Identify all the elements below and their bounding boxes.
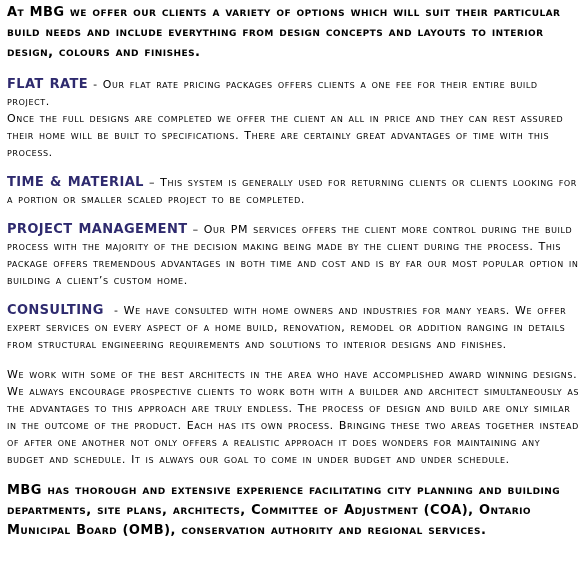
closing-paragraph: MBG has thorough and extensive experience facilitating city planning and building departments, site plans, architects, Committee of Adjustment (COA), Ontario Municipal Board (OMB), conservation authority and regional services. (7, 483, 561, 538)
section-flat-rate (7, 76, 581, 161)
section-time-material (7, 174, 581, 208)
section-extra-text: Once the full designs are completed we offer the client an all in price and they can rest assured their home will be built to specifications. There are certainly great advantages of time with this process. (7, 112, 564, 159)
section-heading: CONSULTING (7, 303, 104, 318)
intro-paragraph: At MBG we offer our clients a variety of options which will suit their particular build needs and include everything from design concepts and layouts to interior design, colours and finishes. (7, 5, 561, 60)
architects-paragraph: We work with some of the best architects in the area who have accomplished award winning designs. We always encourage prospective clients to work both with a builder and architect simultaneously as the advantages to this approach are truly endless. The process of design and build are only similar in the outcome of the product. Each has its own process. Bringing these two areas together instead of after one another not only offers a realistic approach it does wonders for maintaining any budget and schedule. It is always our goal to come in under budget and under schedule. (7, 368, 580, 466)
section-consulting (7, 302, 581, 353)
section-separator: – (143, 176, 161, 189)
section-text: Our flat rate pricing packages offers clients a one fee for their entire build project. (7, 78, 538, 108)
section-body (7, 302, 581, 353)
section-separator: - (103, 304, 124, 317)
section-separator: - (88, 78, 103, 91)
section-body (7, 221, 581, 289)
section-body (7, 174, 581, 208)
section-text: Our PM services offers the client more control during the build process with the majority of the decision making being made by the client during the process. This package offers tremendous advantages in both time and cost and is by far our most popular option in building a client’s custom home. (7, 223, 579, 287)
services-page (7, 3, 581, 541)
section-project-management (7, 221, 581, 289)
section-text: This system is generally used for returning clients or clients looking for a portion or smaller scaled project to be completed. (7, 176, 577, 206)
section-body (7, 76, 581, 161)
section-heading: TIME & MATERIAL (7, 175, 144, 190)
section-separator: – (187, 223, 204, 236)
section-heading: FLAT RATE (7, 77, 89, 92)
section-heading: PROJECT MANAGEMENT (7, 222, 188, 237)
section-text: We have consulted with home owners and industries for many years. We offer expert services on every aspect of a home build, renovation, remodel or addition ranging in details from structural engineering requirements and solutions to interior designs and finishes. (7, 304, 567, 351)
